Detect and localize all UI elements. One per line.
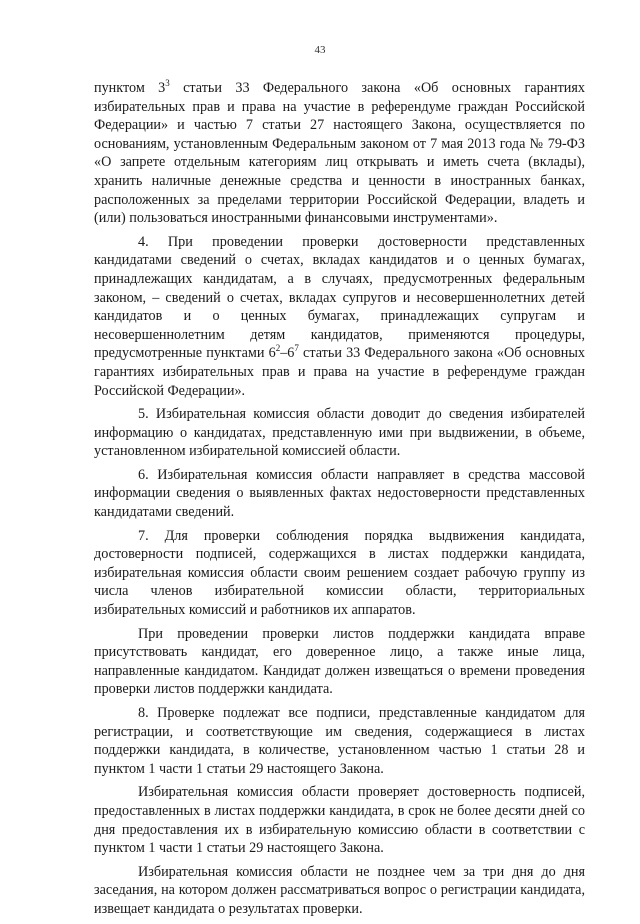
- superscript: 3: [165, 78, 170, 88]
- text-segment: статьи 33 Федерального закона «Об основных гарантиях избирательных прав и права на участие в референдуме граждан Российской Федерации» и частью 7 статьи 27 настоящего Закона, осуществляется по основаниям, установленным Федеральным законом от 7 мая 2013 года № 79-ФЗ «О запрете отдельным категориям лиц открывать и иметь счета (вклады), хранить наличные денежные средства и ценности в иностранных банках, расположенных за пределами территории Российской Федерации, владеть и (или) пользоваться иностранными финансовыми инструментами».: [94, 80, 585, 227]
- body-text: [94, 79, 585, 924]
- paragraph: [94, 466, 585, 522]
- paragraph: [94, 405, 585, 461]
- paragraph: [94, 233, 585, 400]
- superscript: 7: [294, 343, 299, 354]
- text-segment: 4. При проведении проверки достоверности представленных кандидатами сведений о счетах, вкладах кандидатов и о ценных бумагах, принадлежащих кандидатам, а в случаях, предусмотренных федеральным законом, – сведений о счетах, вкладах супругов и несовершеннолетних детей кандидатов и о ценных бумагах, принадлежащих супругам и несовершеннолетним детям кандидатов, применяются процедуры, предусмотренные пунктами 6: [94, 233, 585, 362]
- paragraph: [94, 863, 585, 919]
- text-segment: 7. Для проверки соблюдения порядка выдвижения кандидата, достоверности подписей, содержащихся в листах поддержки кандидата, избирательная комиссия области своим решением создает рабочую группу из числа членов избирательной комиссии области, территориальных избирательных комиссий и работников их аппаратов.: [94, 527, 585, 619]
- page-number: 43: [314, 44, 326, 56]
- paragraph: [94, 625, 585, 699]
- text-segment: статьи 33 Федерального закона «Об основных гарантиях избирательных прав и права на участие в референдуме граждан Российской Федерации».: [94, 345, 585, 399]
- text-segment: Избирательная комиссия области проверяет достоверность подписей, предоставленных в листах поддержки кандидата, в срок не более десяти дней со дня предоставления их в избирательную комиссию области в соответствии с пунктом 1 части 1 статьи 29 настоящего Закона.: [94, 784, 585, 857]
- text-segment: –6: [280, 345, 295, 362]
- paragraph: [94, 704, 585, 778]
- text-segment: 6. Избирательная комиссия области направляет в средства массовой информации сведения о выявленных фактах недостоверности представленных кандидатами сведений.: [94, 466, 585, 521]
- superscript: 2: [275, 343, 281, 354]
- text-segment: Избирательная комиссия области не позднее чем за три дня до дня заседания, на котором должен рассматриваться вопрос о регистрации кандидата, извещает кандидата о результатах проверки.: [94, 863, 585, 917]
- paragraph: [94, 783, 585, 857]
- text-segment: пунктом 3: [94, 80, 166, 96]
- text-segment: 8. Проверке подлежат все подписи, представленные кандидатом для регистрации, и соответствующие им сведения, содержащиеся в листах поддержки кандидата, в количестве, установленном частью 1 статьи 28 и пунктом 1 части 1 статьи 29 настоящего Закона.: [94, 705, 585, 777]
- text-segment: При проведении проверки листов поддержки кандидата вправе присутствовать кандидат, его доверенное лицо, а также иные лица, направленные кандидатом. Кандидат должен извещаться о времени проведения проверки листов поддержки кандидата.: [94, 625, 585, 698]
- paragraph: [94, 527, 585, 620]
- paragraph: [94, 79, 585, 228]
- text-segment: 5. Избирательная комиссия области доводит до сведения избирателей информацию о кандидатах, представленную ими при выдвижении, в объеме, установленном избирательной комиссией области.: [94, 406, 585, 460]
